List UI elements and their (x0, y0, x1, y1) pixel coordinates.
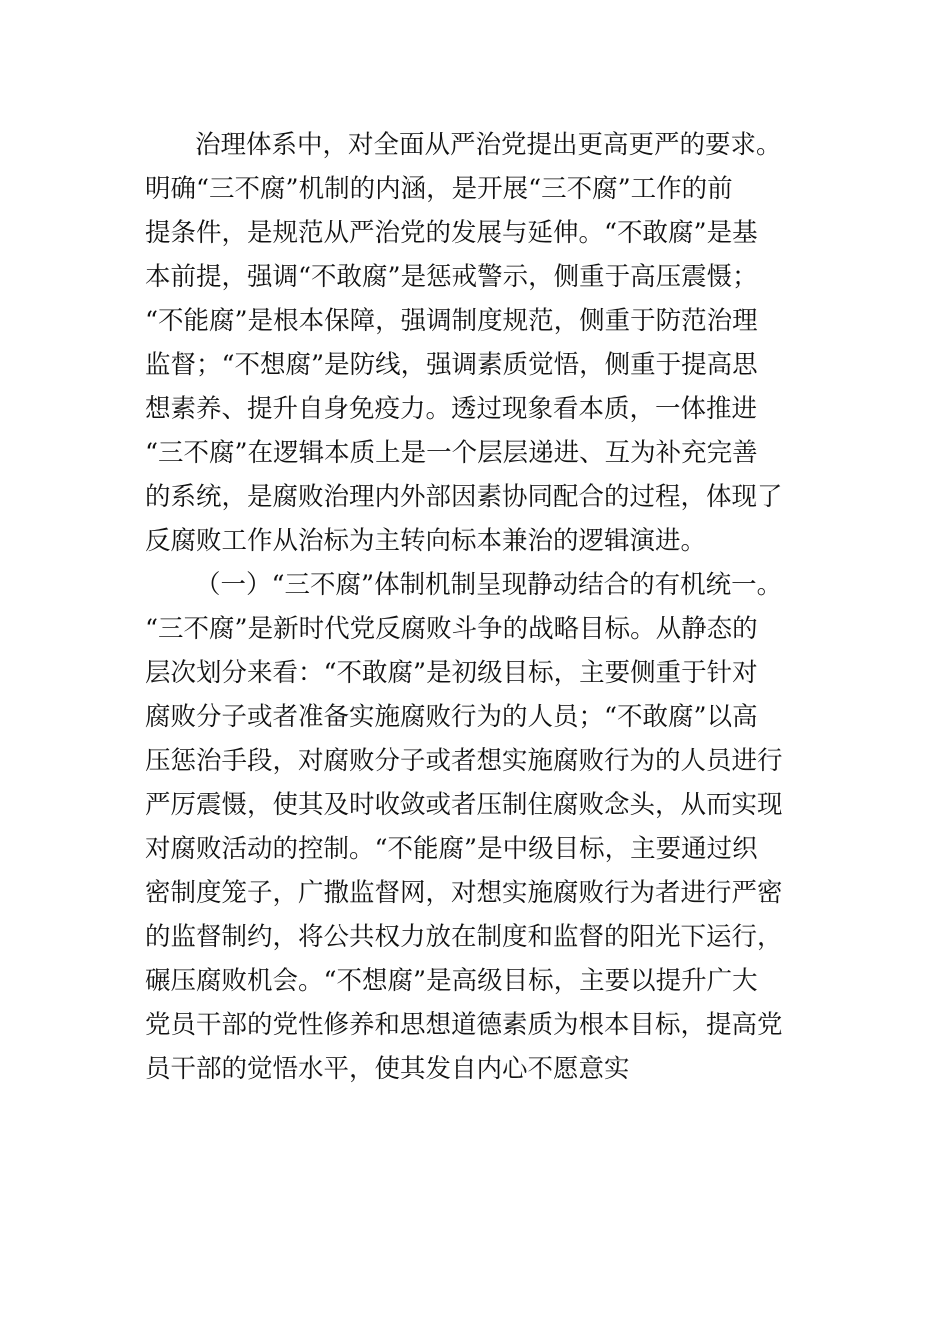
text-line: 密制度笼子，广撒监督网，对想实施腐败行为者进行严密 (145, 878, 783, 908)
text-line: 碾压腐败机会。“不想腐”是高级目标，主要以提升广大 (145, 966, 758, 996)
text-line: 的系统，是腐败治理内外部因素协同配合的过程，体现了 (145, 482, 783, 512)
text-line: 严厉震慑，使其及时收敛或者压制住腐败念头，从而实现 (145, 790, 783, 820)
text-line: “三不腐”在逻辑本质上是一个层层递进、互为补充完善 (145, 438, 758, 468)
text-line: 提条件，是规范从严治党的发展与延伸。“不敢腐”是基 (145, 218, 758, 248)
text-line: 员干部的觉悟水平，使其发自内心不愿意实 (145, 1054, 630, 1084)
text-line: 反腐败工作从治标为主转向标本兼治的逻辑演进。 (145, 526, 707, 556)
text-line: 层次划分来看：“不敢腐”是初级目标，主要侧重于针对 (145, 658, 758, 688)
text-line: 的监督制约，将公共权力放在制度和监督的阳光下运行， (145, 922, 783, 952)
text-line: 腐败分子或者准备实施腐败行为的人员；“不敢腐”以高 (145, 702, 758, 732)
text-line: “不能腐”是根本保障，强调制度规范，侧重于防范治理 (145, 306, 758, 336)
text-line: 党员干部的党性修养和思想道德素质为根本目标，提高党 (145, 1010, 783, 1040)
text-line: 想素养、提升自身免疫力。透过现象看本质，一体推进 (145, 394, 758, 424)
text-line: 本前提，强调“不敢腐”是惩戒警示，侧重于高压震慑； (145, 262, 758, 292)
text-line: 监督；“不想腐”是防线，强调素质觉悟，侧重于提高思 (145, 350, 758, 380)
text-line: 压惩治手段，对腐败分子或者想实施腐败行为的人员进行 (145, 746, 783, 776)
text-line: 明确“三不腐”机制的内涵，是开展“三不腐”工作的前 (145, 174, 733, 204)
section-heading: （一）“三不腐”体制机制呈现静动结合的有机统一。 (195, 570, 783, 600)
text-line: 治理体系中，对全面从严治党提出更高更严的要求。 (195, 130, 782, 160)
text-line: 对腐败活动的控制。“不能腐”是中级目标，主要通过织 (145, 834, 758, 864)
text-line: “三不腐”是新时代党反腐败斗争的战略目标。从静态的 (145, 614, 758, 644)
